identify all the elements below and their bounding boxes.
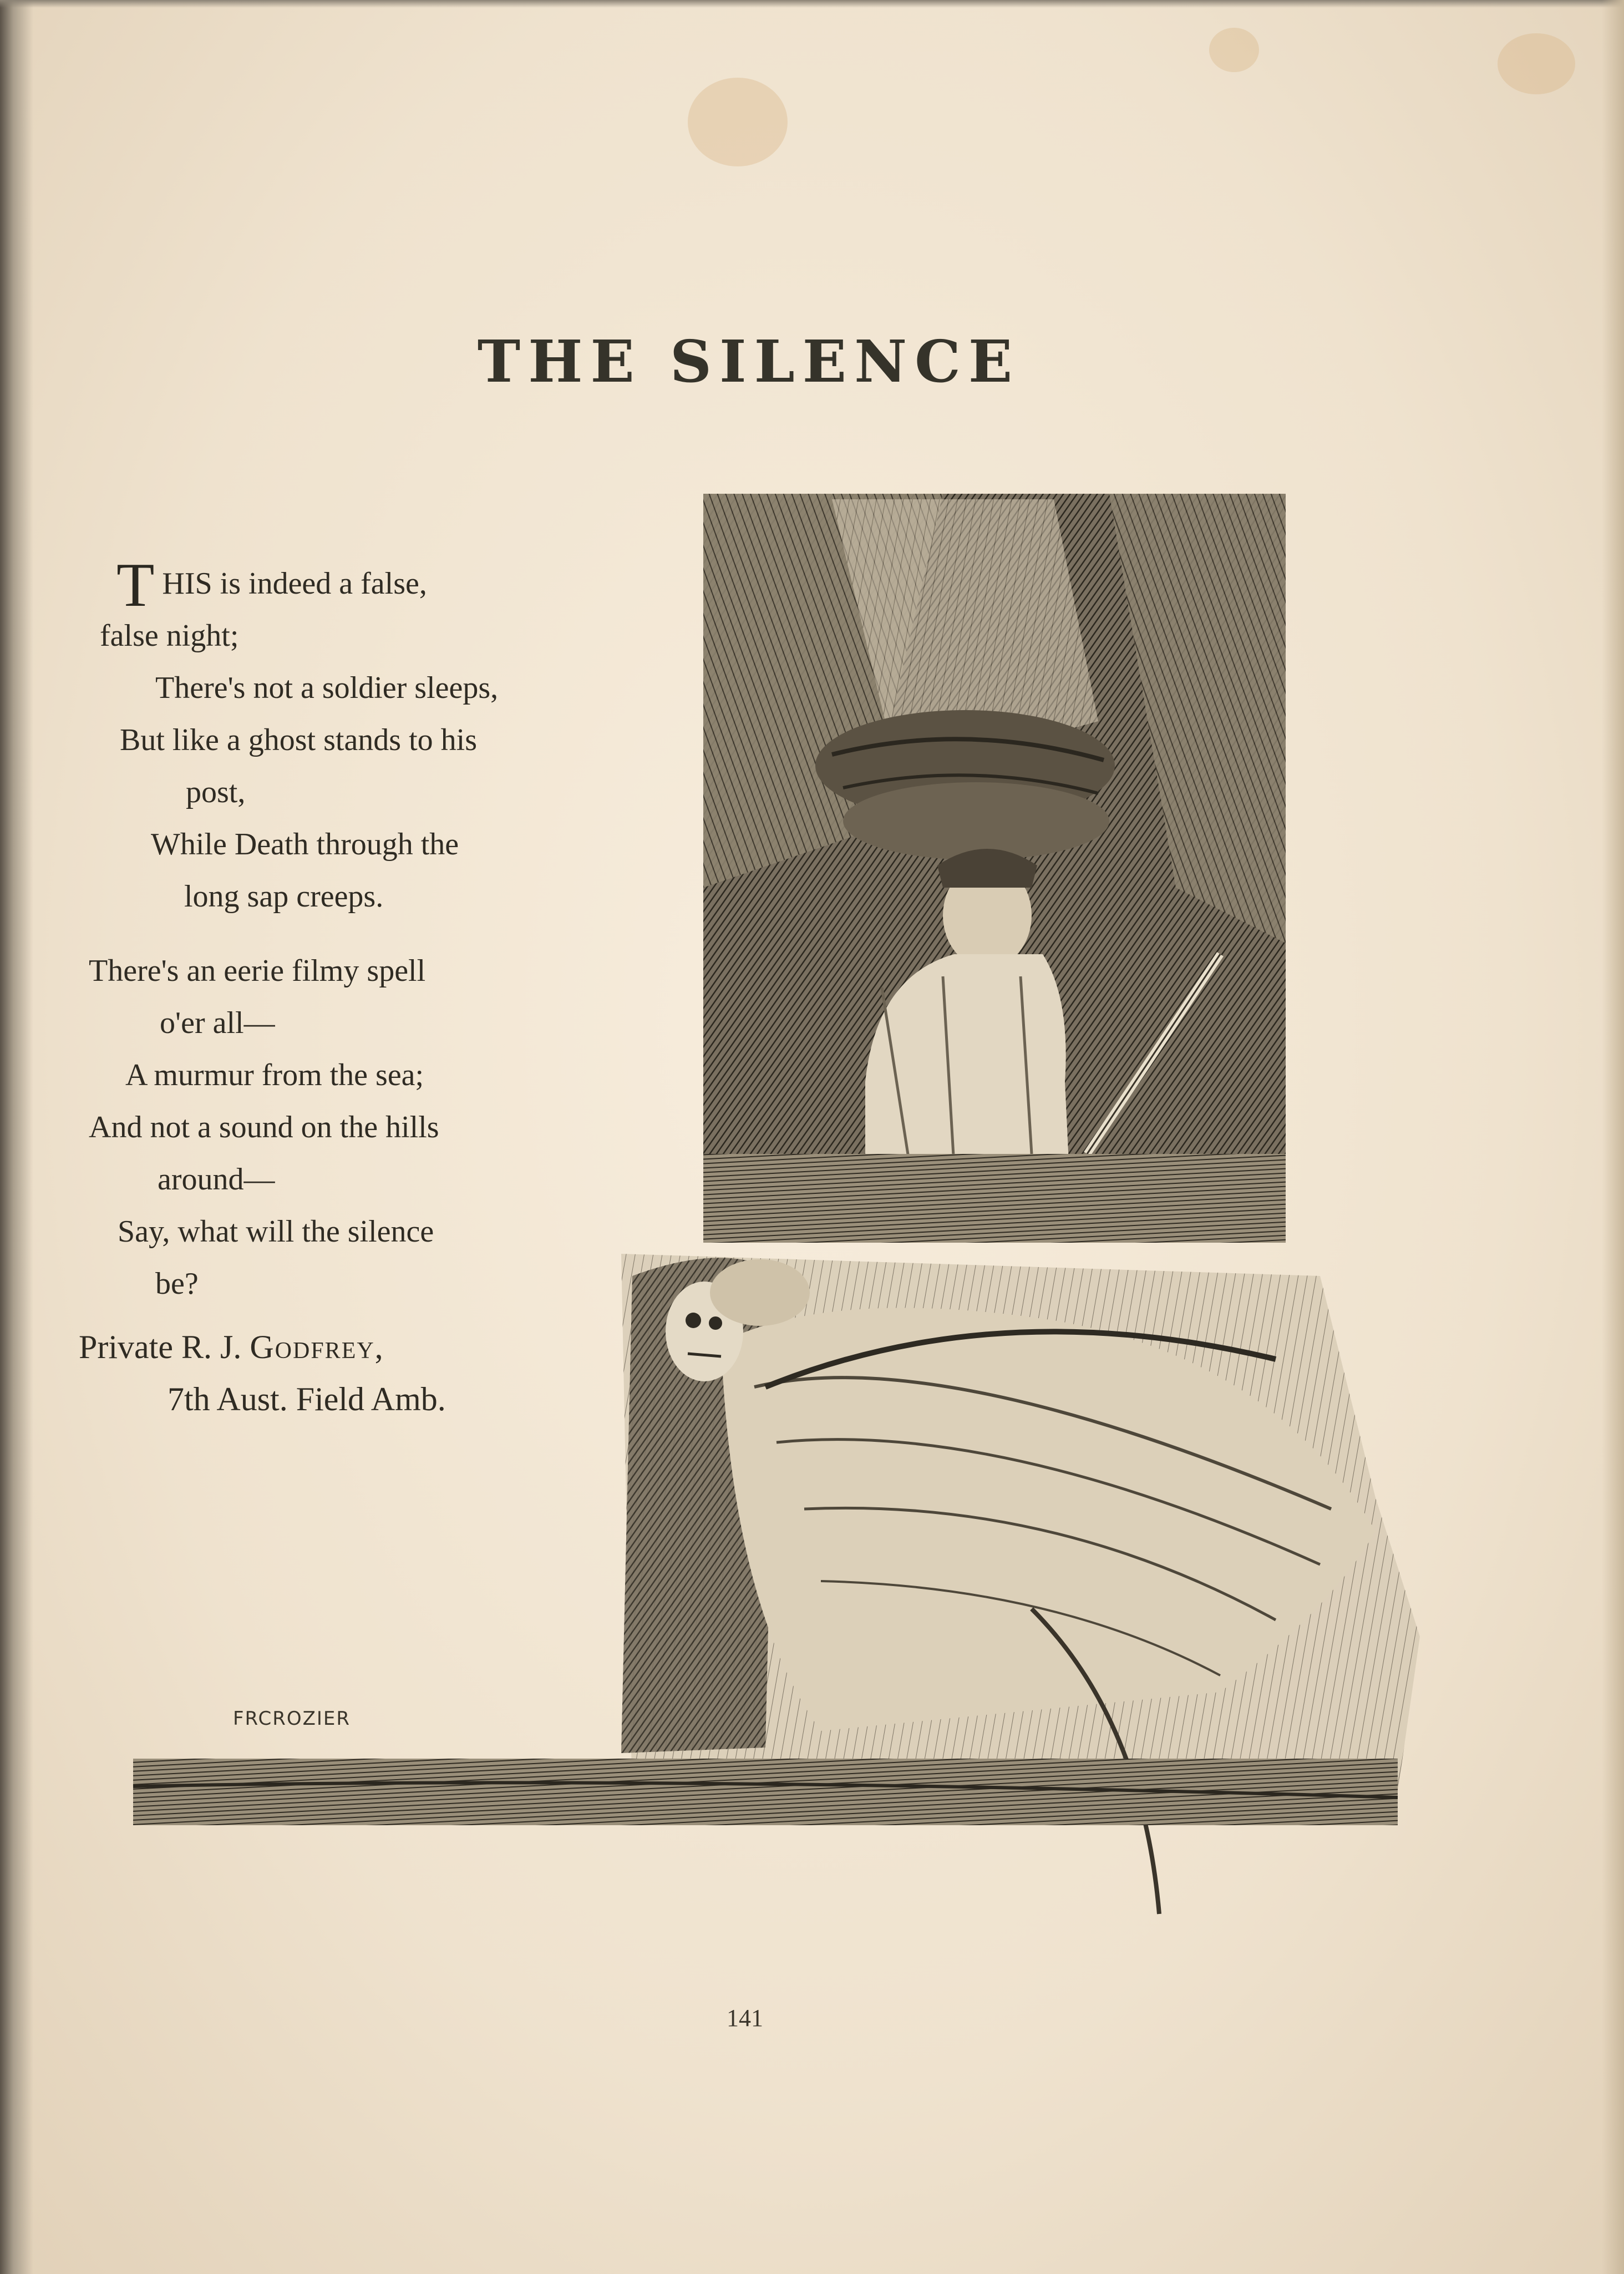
poem-line: around—	[158, 1162, 275, 1197]
poem-line: false night;	[100, 619, 239, 653]
artist-signature: FRCROZIER	[233, 1708, 351, 1730]
poem-line: There's an eerie filmy spell	[89, 954, 426, 988]
author-unit: 7th Aust. Field Amb.	[168, 1381, 446, 1417]
poem-line: While Death through the	[151, 827, 459, 862]
death-figure-scene	[133, 1254, 1420, 1914]
poem-line: Say, what will the silence	[118, 1214, 434, 1249]
page-number: 141	[727, 2004, 763, 2032]
poem-line: But like a ghost stands to his	[120, 723, 477, 757]
poem-line: o'er all—	[160, 1006, 275, 1040]
author-surname: Godfrey,	[250, 1329, 384, 1365]
page-title: THE SILENCE	[477, 327, 1021, 396]
poem-line: post,	[186, 775, 246, 809]
poem-line: And not a sound on the hills	[89, 1110, 439, 1144]
poem-line: be?	[155, 1267, 199, 1301]
poem-line: A murmur from the sea;	[125, 1058, 424, 1092]
trench-scene	[703, 494, 1286, 1243]
poem-line: There's not a soldier sleeps,	[155, 671, 499, 705]
poem-line: long sap creeps.	[184, 879, 384, 914]
poem-line: HIS is indeed a false,	[162, 566, 427, 601]
author-prefix: Private R. J.	[79, 1329, 242, 1365]
drop-cap: T	[116, 551, 155, 620]
